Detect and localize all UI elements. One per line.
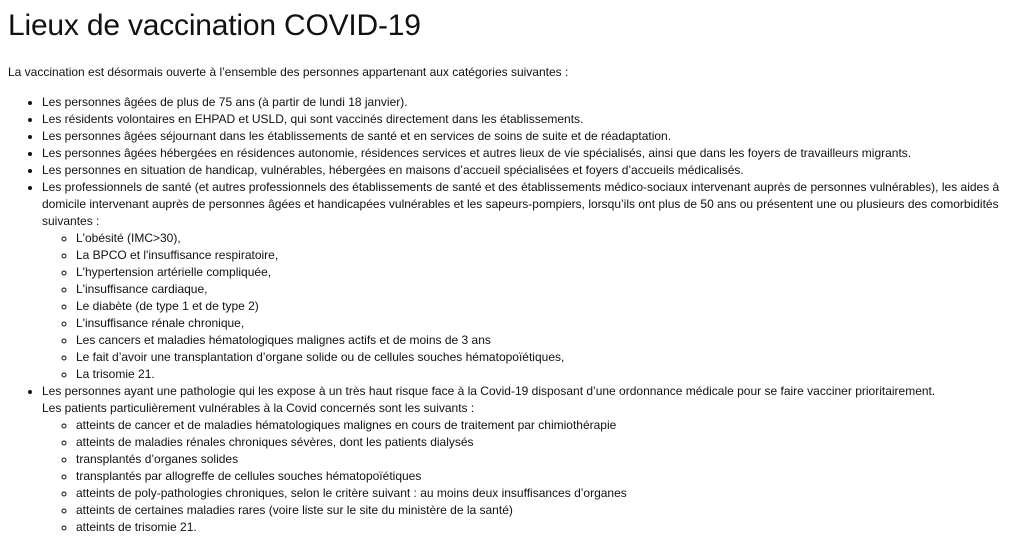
sub-list-item: ◦ L'insuffisance rénale chronique,: [76, 315, 1022, 332]
sub-list-item: ◦ transplantés par allogreffe de cellules souches hématopoïétiques: [76, 468, 1022, 485]
list-item-text: Les professionnels de santé (et autres professionnels des établissements de santé et des établissements médico-sociaux intervenant auprès de personnes vulnérables), les aides à domicile intervenant auprès de personnes âgées et handicapées vulnérables et les sapeurs-pompiers, lorsqu’ils ont plus de 50 ans ou présentent une ou plusieurs des comorbidités suivantes :: [42, 180, 1000, 228]
vulnerable-patients-list: [42, 417, 1022, 536]
comorbidities-list: [42, 230, 1022, 383]
sub-list-item: ◦ L'insuffisance cardiaque,: [76, 281, 1022, 298]
sub-list-item: ◦ atteints de certaines maladies rares (voire liste sur le site du ministère de la santé): [76, 502, 1022, 519]
sub-list-item: ◦ Le diabète (de type 1 et de type 2): [76, 298, 1022, 315]
list-item-high-risk-patients: [42, 383, 1022, 536]
sub-list-item: ◦ La trisomie 21.: [76, 366, 1022, 383]
sub-list-item: ◦ atteints de poly-pathologies chroniques, selon le critère suivant : au moins deux insuffisances d’organes: [76, 485, 1022, 502]
eligible-categories-list: [8, 94, 1022, 536]
sub-list-item: ◦ La BPCO et l'insuffisance respiratoire,: [76, 247, 1022, 264]
sub-list-item: ◦ atteints de maladies rénales chroniques sévères, dont les patients dialysés: [76, 434, 1022, 451]
list-item: • Les personnes en situation de handicap, vulnérables, hébergées en maisons d’accueil spécialisées et foyers d’accueils médicalisés.: [42, 162, 1022, 179]
intro-paragraph: La vaccination est désormais ouverte à l’ensemble des personnes appartenant aux catégories suivantes :: [8, 65, 569, 79]
page-content: [0, 8, 1022, 536]
sub-list-item: ◦ L'hypertension artérielle compliquée,: [76, 264, 1022, 281]
list-item: • Les personnes âgées séjournant dans les établissements de santé et en services de soins de suite et de réadaptation.: [42, 128, 1022, 145]
list-item: • Les personnes âgées hébergées en résidences autonomie, résidences services et autres lieux de vie spécialisés, ainsi que dans les foyers de travailleurs migrants.: [42, 145, 1022, 162]
sub-list-item: ◦ Le fait d’avoir une transplantation d’organe solide ou de cellules souches hématopoïétiques,: [76, 349, 1022, 366]
sub-list-item: ◦ L'obésité (IMC>30),: [76, 230, 1022, 247]
list-item: • Les personnes âgées de plus de 75 ans (à partir de lundi 18 janvier).: [42, 94, 1022, 111]
list-item: • Les résidents volontaires en EHPAD et USLD, qui sont vaccinés directement dans les établissements.: [42, 111, 1022, 128]
list-item-note: Les patients particulièrement vulnérables à la Covid concernés sont les suivants :: [42, 401, 475, 415]
list-item-health-professionals: [42, 179, 1022, 383]
list-item-text: Les personnes ayant une pathologie qui les expose à un très haut risque face à la Covid-19 disposant d’une ordonnance médicale pour se faire vacciner prioritairement.: [42, 384, 936, 398]
sub-list-item: ◦ atteints de trisomie 21.: [76, 519, 1022, 536]
sub-list-item: ◦ transplantés d’organes solides: [76, 451, 1022, 468]
sub-list-item: ◦ atteints de cancer et de maladies hématologiques malignes en cours de traitement par chimiothérapie: [76, 417, 1022, 434]
page-title: Lieux de vaccination COVID-19: [8, 9, 421, 42]
sub-list-item: ◦ Les cancers et maladies hématologiques malignes actifs et de moins de 3 ans: [76, 332, 1022, 349]
